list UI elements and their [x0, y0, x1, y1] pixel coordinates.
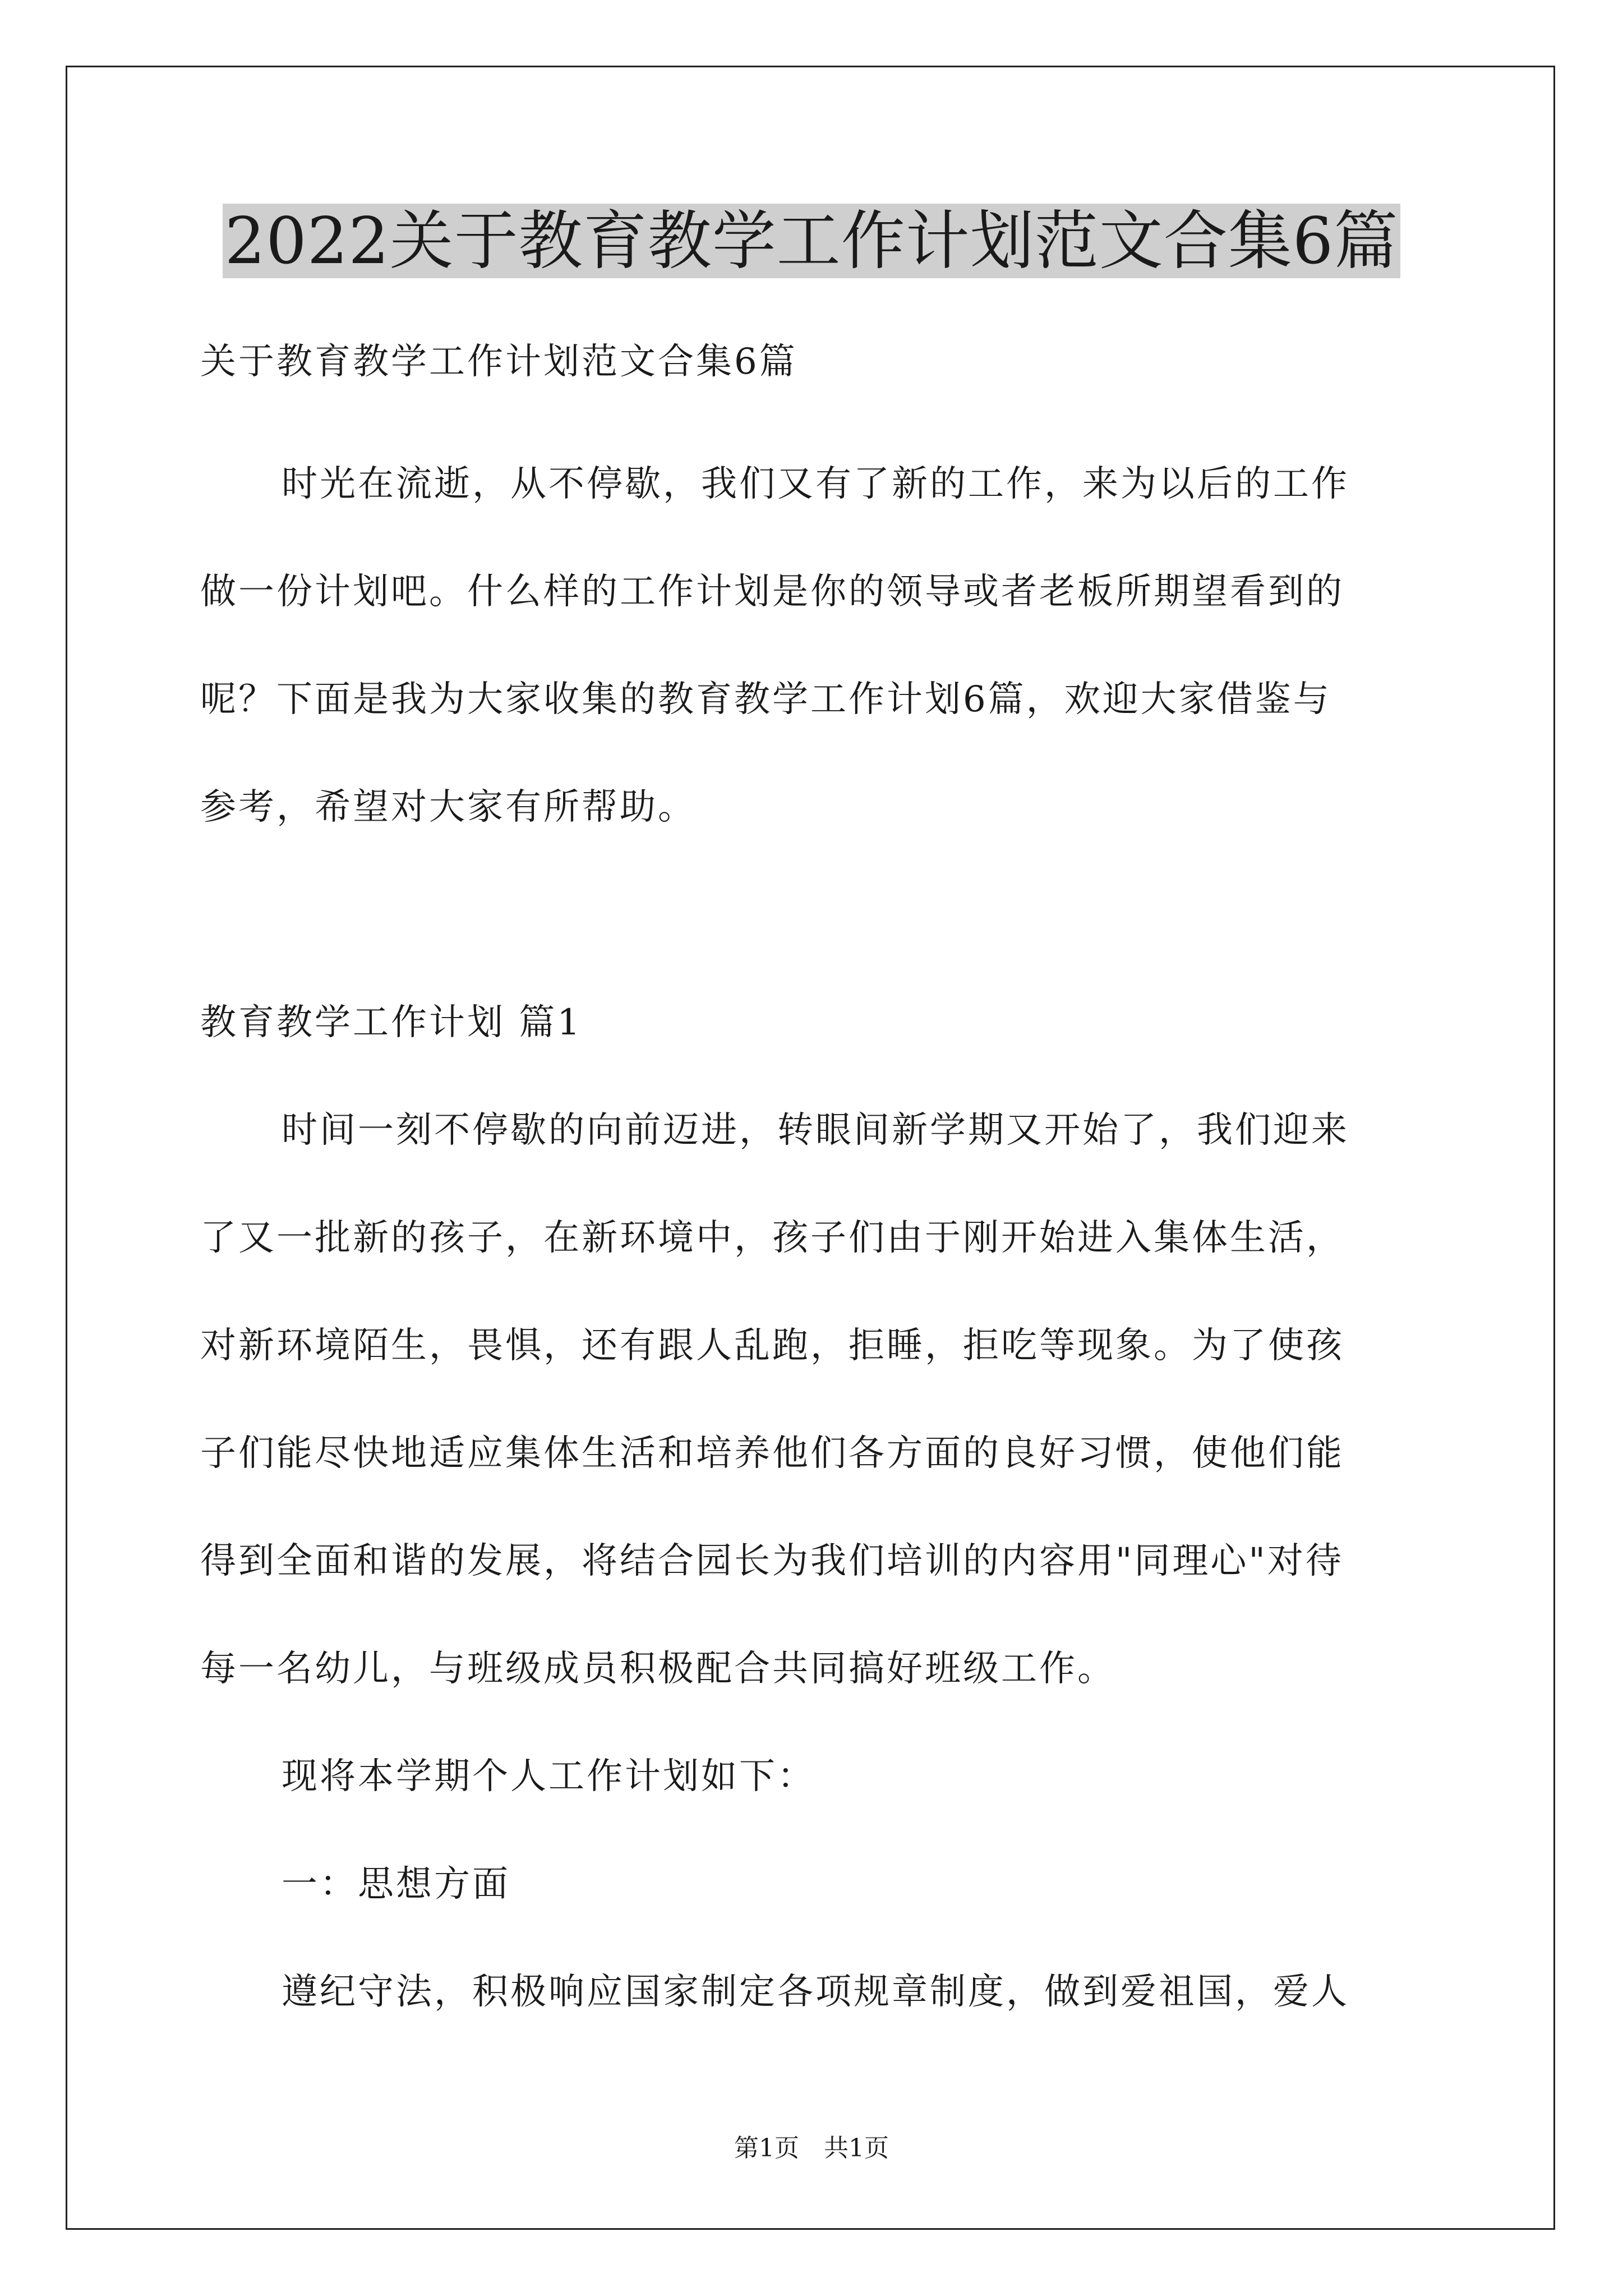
body-line-7: 遵纪守法，积极响应国家制定各项规章制度，做到爱祖国，爱人 — [282, 1971, 1349, 2013]
subtitle-line: 关于教育教学工作计划范文合集6篇 — [200, 341, 797, 383]
body-line-5: 得到全面和谐的发展，将结合园长为我们培训的内容用"同理心"对待 — [200, 1540, 1344, 1582]
body-line-1: 时间一刻不停歇的向前迈进，转眼间新学期又开始了，我们迎来 — [282, 1110, 1349, 1151]
document-title-text: 2022关于教育教学工作计划范文合集6篇 — [223, 204, 1401, 278]
intro-line-1: 时光在流逝，从不停歇，我们又有了新的工作，来为以后的工作 — [282, 463, 1349, 505]
intro-line-3: 呢？下面是我为大家收集的教育教学工作计划6篇，欢迎大家借鉴与 — [200, 679, 1331, 720]
page-footer: 第1页 共1页 — [734, 2134, 889, 2162]
intro-line-4: 参考，希望对大家有所帮助。 — [200, 786, 696, 828]
document-title — [0, 199, 1623, 283]
body-line-6: 每一名幼儿，与班级成员积极配合共同搞好班级工作。 — [200, 1648, 1115, 1690]
body-line-3: 对新环境陌生，畏惧，还有跟人乱跑，拒睡，拒吃等现象。为了使孩 — [200, 1325, 1344, 1366]
intro-line-2: 做一份计划吧。什么样的工作计划是你的领导或者老板所期望看到的 — [200, 571, 1344, 613]
subsection-heading-1: 一：思想方面 — [282, 1864, 510, 1905]
section-heading-1: 教育教学工作计划 篇1 — [200, 1002, 583, 1043]
body-line-4: 子们能尽快地适应集体生活和培养他们各方面的良好习惯，使他们能 — [200, 1433, 1344, 1474]
body-line-2: 了又一批新的孩子，在新环境中，孩子们由于刚开始进入集体生活， — [200, 1217, 1344, 1259]
plan-intro-line: 现将本学期个人工作计划如下： — [282, 1756, 815, 1797]
